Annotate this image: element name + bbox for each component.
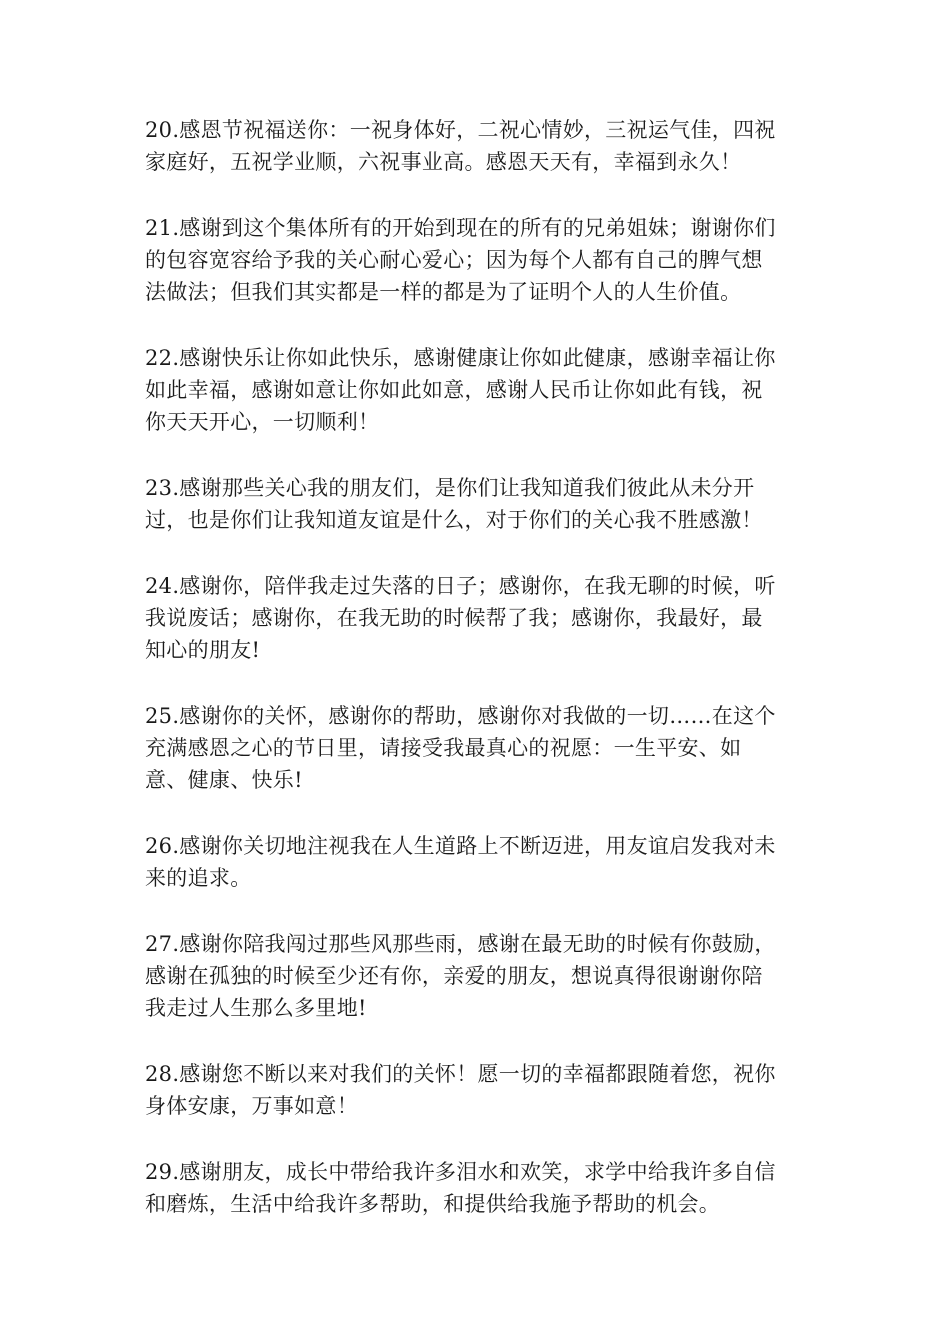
paragraph-line: 22.感谢快乐让你如此快乐，感谢健康让你如此健康，感谢幸福让你 [145, 346, 776, 370]
paragraph-line: 你天天开心，一切顺利！ [145, 410, 380, 434]
paragraph-line: 20.感恩节祝福送你：一祝身体好，二祝心情妙，三祝运气佳，四祝 [145, 118, 776, 142]
paragraph-line: 29.感谢朋友，成长中带给我许多泪水和欢笑，求学中给我许多自信 [145, 1160, 776, 1184]
paragraph-line: 如此幸福，感谢如意让你如此如意，感谢人民币让你如此有钱，祝 [145, 378, 763, 402]
paragraph-line: 的包容宽容给予我的关心耐心爱心；因为每个人都有自己的脾气想 [145, 248, 763, 272]
paragraph-27 [145, 928, 811, 1024]
paragraph-line: 21.感谢到这个集体所有的开始到现在的所有的兄弟姐妹；谢谢你们 [145, 216, 776, 240]
paragraph-line: 感谢在孤独的时候至少还有你，亲爱的朋友，想说真得很谢谢你陪 [145, 964, 763, 988]
paragraph-line: 过，也是你们让我知道友谊是什么，对于你们的关心我不胜感激！ [145, 508, 763, 532]
paragraph-29 [145, 1156, 811, 1220]
paragraph-line: 我走过人生那么多里地! [145, 996, 367, 1020]
document-body [145, 114, 811, 1254]
paragraph-line: 24.感谢你，陪伴我走过失落的日子；感谢你，在我无聊的时候，听 [145, 574, 776, 598]
paragraph-24 [145, 570, 811, 666]
paragraph-26 [145, 830, 811, 894]
paragraph-line: 家庭好，五祝学业顺，六祝事业高。感恩天天有，幸福到永久！ [145, 150, 742, 174]
paragraph-line: 意、健康、快乐! [145, 768, 303, 792]
paragraph-23 [145, 472, 811, 536]
paragraph-line: 和磨炼，生活中给我许多帮助，和提供给我施予帮助的机会。 [145, 1192, 721, 1216]
paragraph-line: 25.感谢你的关怀，感谢你的帮助，感谢你对我做的一切……在这个 [145, 704, 776, 728]
paragraph-line: 23.感谢那些关心我的朋友们，是你们让我知道我们彼此从未分开 [145, 476, 755, 500]
paragraph-line: 来的追求。 [145, 866, 252, 890]
paragraph-line: 充满感恩之心的节日里，请接受我最真心的祝愿：一生平安、如 [145, 736, 742, 760]
paragraph-line: 28.感谢您不断以来对我们的关怀！愿一切的幸福都跟随着您，祝你 [145, 1062, 776, 1086]
paragraph-25 [145, 700, 811, 796]
paragraph-21 [145, 212, 811, 308]
paragraph-line: 我说废话；感谢你，在我无助的时候帮了我；感谢你，我最好，最 [145, 606, 763, 630]
paragraph-line: 法做法；但我们其实都是一样的都是为了证明个人的人生价值。 [145, 280, 742, 304]
paragraph-line: 27.感谢你陪我闯过那些风那些雨，感谢在最无助的时候有你鼓励， [145, 932, 776, 956]
paragraph-line: 知心的朋友! [145, 638, 261, 662]
paragraph-28 [145, 1058, 811, 1122]
paragraph-20 [145, 114, 811, 178]
paragraph-line: 身体安康，万事如意！ [145, 1094, 358, 1118]
paragraph-line: 26.感谢你关切地注视我在人生道路上不断迈进，用友谊启发我对未 [145, 834, 776, 858]
paragraph-22 [145, 342, 811, 438]
